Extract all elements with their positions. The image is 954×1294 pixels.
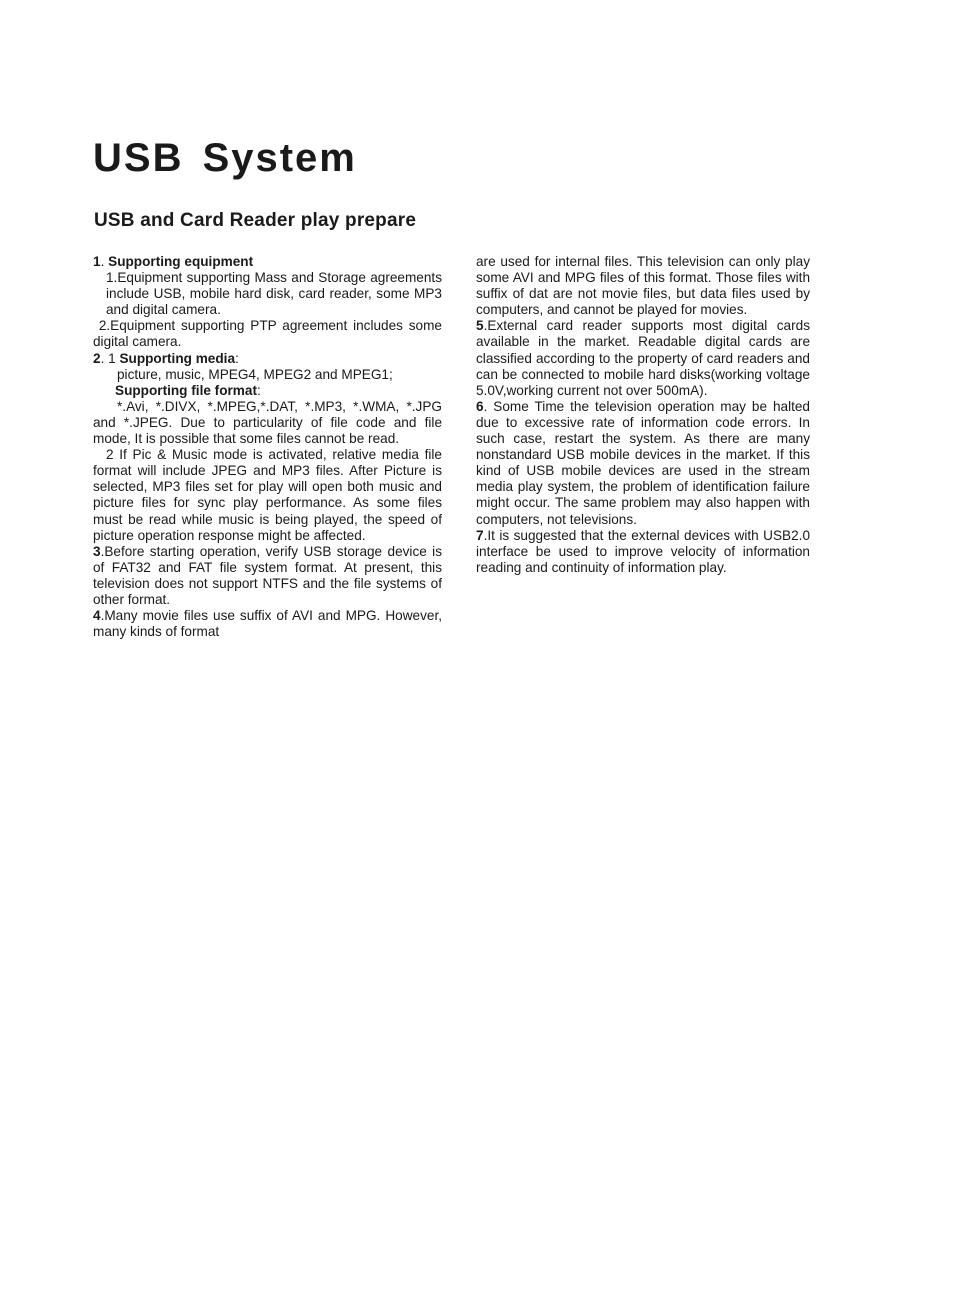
section-1-number: 1 [93,254,101,269]
section-2-media-list: picture, music, MPEG4, MPEG2 and MPEG1; [117,366,393,382]
section-7-number: 7 [476,527,484,543]
section-2-number: 2 [93,350,101,366]
section-1-separator: . [100,254,109,269]
section-4: 4.Many movie files use suffix of AVI and MPG. However, many kinds of format [93,608,442,640]
section-5-number: 5 [476,318,484,334]
section-7: 7.It is suggested that the external devices with USB2.0 interface be used to improve velocity of information reading and continuity of information play. [476,527,810,575]
section-2-format-heading [93,383,442,399]
section-4-number: 4 [93,608,101,624]
section-1-heading [93,254,442,270]
right-column [476,254,810,576]
format-colon: : [256,382,261,398]
section-4-continued: are used for internal files. This television can only play some AVI and MPG files of this format. Those files with suffix of dat are not movie files, but data files used by computers, and cannot be played for movies. [476,254,810,318]
section-5: 5.External card reader supports most digital cards available in the market. Readable digital cards are classified according to the property of card readers and can be connected to mobile hard disks(working voltage 5.0V,working current not over 500mA). [476,318,810,398]
page-title: USB System [93,136,357,180]
section-subtitle: USB and Card Reader play prepare [94,210,417,231]
left-column [93,254,442,640]
section-2-heading [93,351,442,367]
section-6: 6. Some Time the television operation may be halted due to excessive rate of information code errors. In such case, restart the system. As there are many nonstandard USB mobile devices in the market. If this kind of USB mobile devices are used in the stream media play system, the problem of identification failure might occur. The same problem may also happen with computers, not televisions. [476,398,810,527]
section-2-format-text: *.Avi, *.DIVX, *.MPEG,*.DAT, *.MP3, *.WMA, *.JPG and *.JPEG. Due to particularity of file code and file mode, It is possible that some files cannot be read. [93,398,442,447]
section-3: 3.Before starting operation, verify USB storage device is of FAT32 and FAT file system format. At present, this television does not support NTFS and the file systems of other format. [93,543,442,607]
section-2-title: Supporting media [119,350,235,366]
section-1-item-1: 1.Equipment supporting Mass and Storage agreements include USB, mobile hard disk, card reader, some MP3 and digital camera. [106,270,442,318]
format-title: Supporting file format [115,382,257,398]
section-2-colon: : [235,350,239,366]
section-6-number: 6 [476,398,484,414]
section-3-number: 3 [93,543,101,559]
section-1-title: Supporting equipment [108,254,254,269]
section-1-item-2: 2.Equipment supporting PTP agreement includes some digital camera. [93,318,442,350]
section-2-item-2: 2 If Pic & Music mode is activated, relative media file format will include JPEG and MP3 files. After Picture is selected, MP3 files set for play will open both music and picture files for sync play performance. As some files must be read while music is being played, the speed of picture operation response might be affected. [93,447,442,543]
section-2-prefix: . 1 [100,350,120,366]
